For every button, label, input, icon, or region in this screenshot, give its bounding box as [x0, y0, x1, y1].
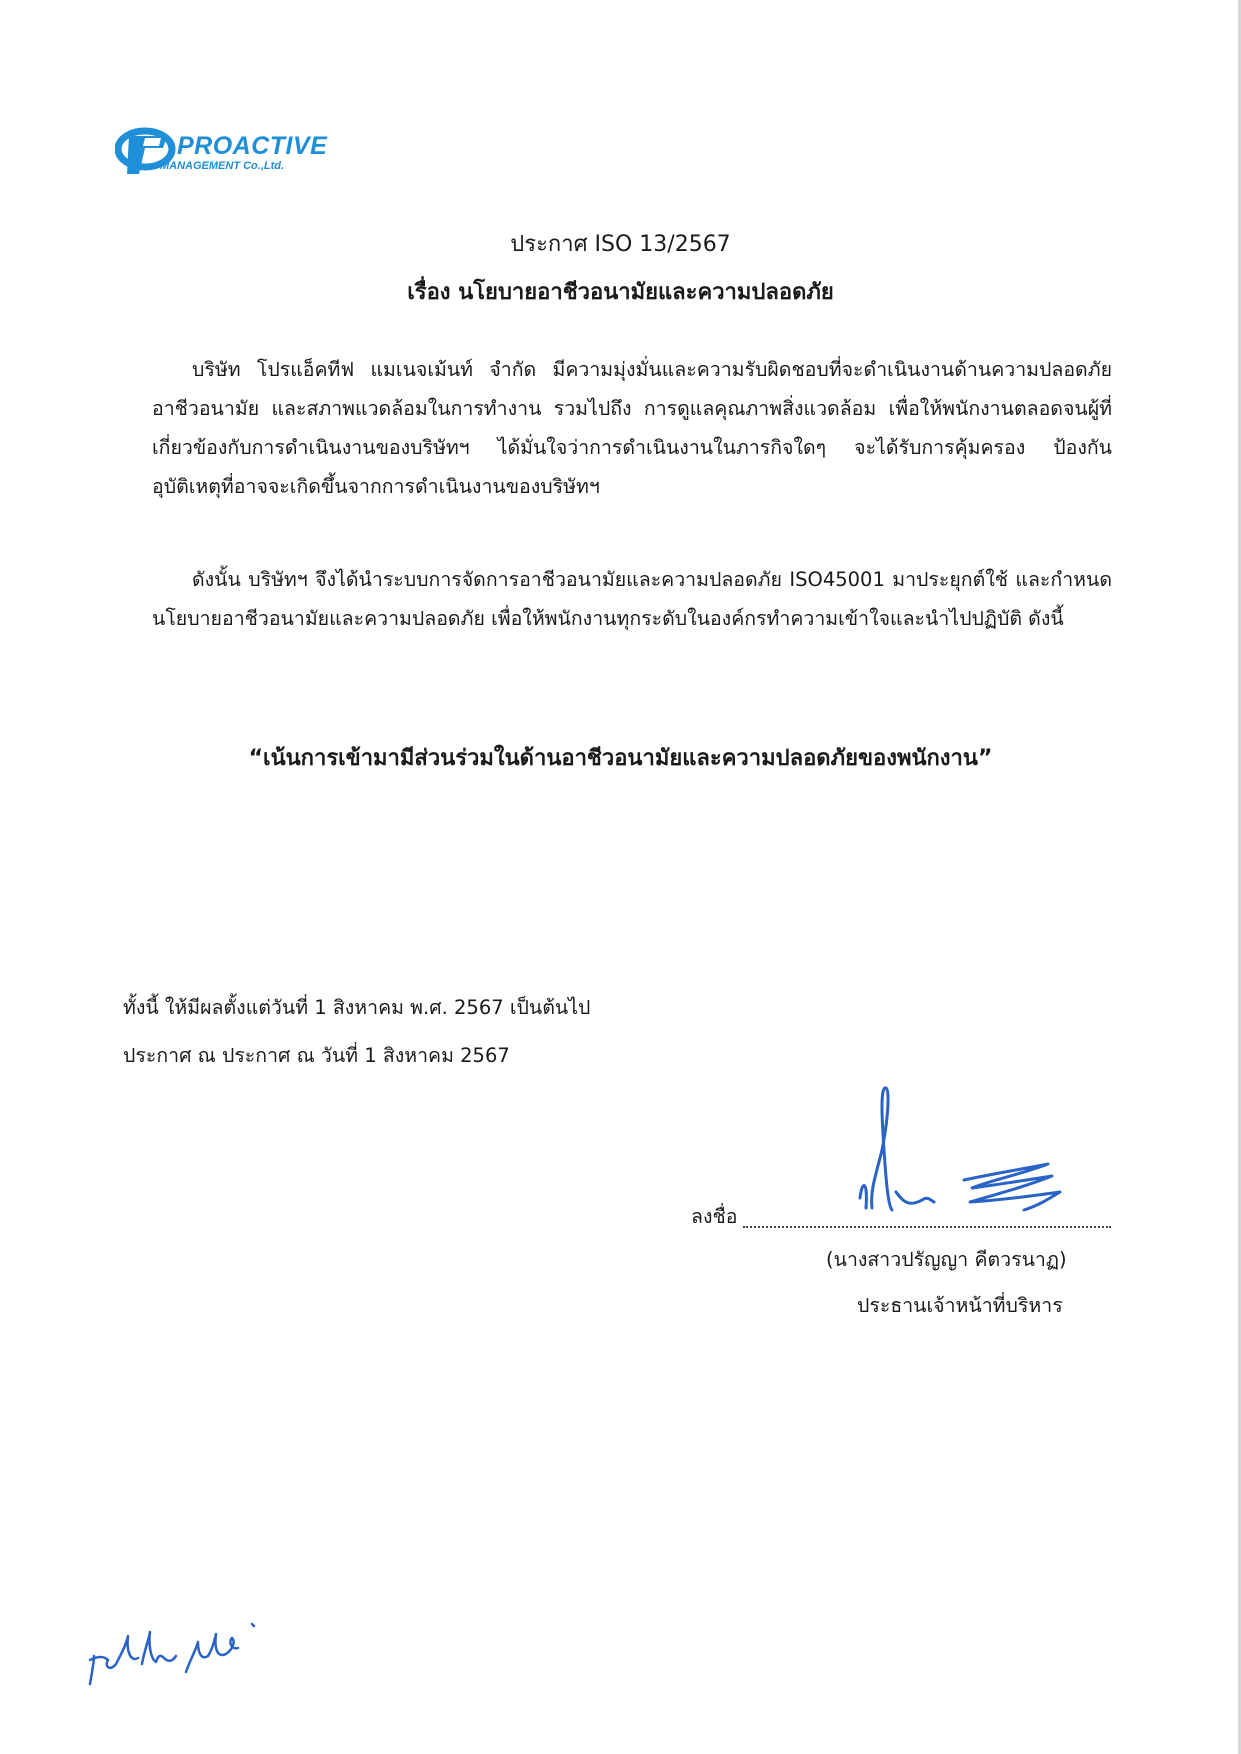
effective-date: ทั้งนี้ ให้มีผลตั้งแต่วันที่ 1 สิงหาคม พ.ศ. 2567 เป็นต้นไป [123, 996, 591, 1019]
signatory-name: (นางสาวปรัญญา คีตวรนาฏ) [826, 1248, 1067, 1271]
signature-line [743, 1204, 1111, 1228]
body-paragraph-2 [152, 560, 1112, 638]
signatory-title: ประธานเจ้าหน้าที่บริหาร [857, 1294, 1063, 1317]
logo-subtitle: MANAGEMENT Co.,Ltd. [160, 160, 285, 172]
policy-motto: “เน้นการเข้ามามีส่วนร่วมในด้านอาชีวอนามัยและความปลอดภัยของพนักงาน” [248, 746, 993, 771]
signature-label: ลงชื่อ [691, 1205, 738, 1228]
logo-name: PROACTIVE [177, 132, 328, 160]
company-logo-mark-icon [115, 124, 179, 182]
body-paragraph-1 [152, 350, 1112, 506]
body-paragraph-1-text: บริษัท โปรแอ็คทีฟ แมเนจเม้นท์ จำกัด มีความมุ่งมั่นและความรับผิดชอบที่จะดำเนินงานด้านความปลอดภัย อาชีวอนามัย และสภาพแวดล้อมในการทำงาน รวมไปถึง การดูแลคุณภาพสิ่งแวดล้อม เพื่อให้พนักงานตลอดจนผู้ที่เกี่ยวข้องกับการดำเนินงานของบริษัทฯ ได้มั่นใจว่าการดำเนินงานในภารกิจใดๆ จะได้รับการคุ้มครอง ป้องกันอุบัติเหตุที่อาจจะเกิดขึ้นจากการดำเนินงานของบริษัทฯ [152, 358, 1112, 498]
company-logo [115, 124, 328, 182]
handwritten-initials [86, 1598, 286, 1688]
announcement-subject: เรื่อง นโยบายอาชีวอนามัยและความปลอดภัย [407, 280, 834, 305]
body-paragraph-2-text: ดังนั้น บริษัทฯ จึงได้นำระบบการจัดการอาชีวอนามัยและความปลอดภัย ISO45001 มาประยุกต์ใช้ และกำหนดนโยบายอาชีวอนามัยและความปลอดภัย เพื่อให้พนักงานทุกระดับในองค์กรทำความเข้าใจและนำไปปฏิบัติ ดังนี้ [152, 568, 1112, 630]
announcement-date: ประกาศ ณ ประกาศ ณ วันที่ 1 สิงหาคม 2567 [123, 1044, 510, 1067]
announcement-number: ประกาศ ISO 13/2567 [510, 232, 731, 257]
